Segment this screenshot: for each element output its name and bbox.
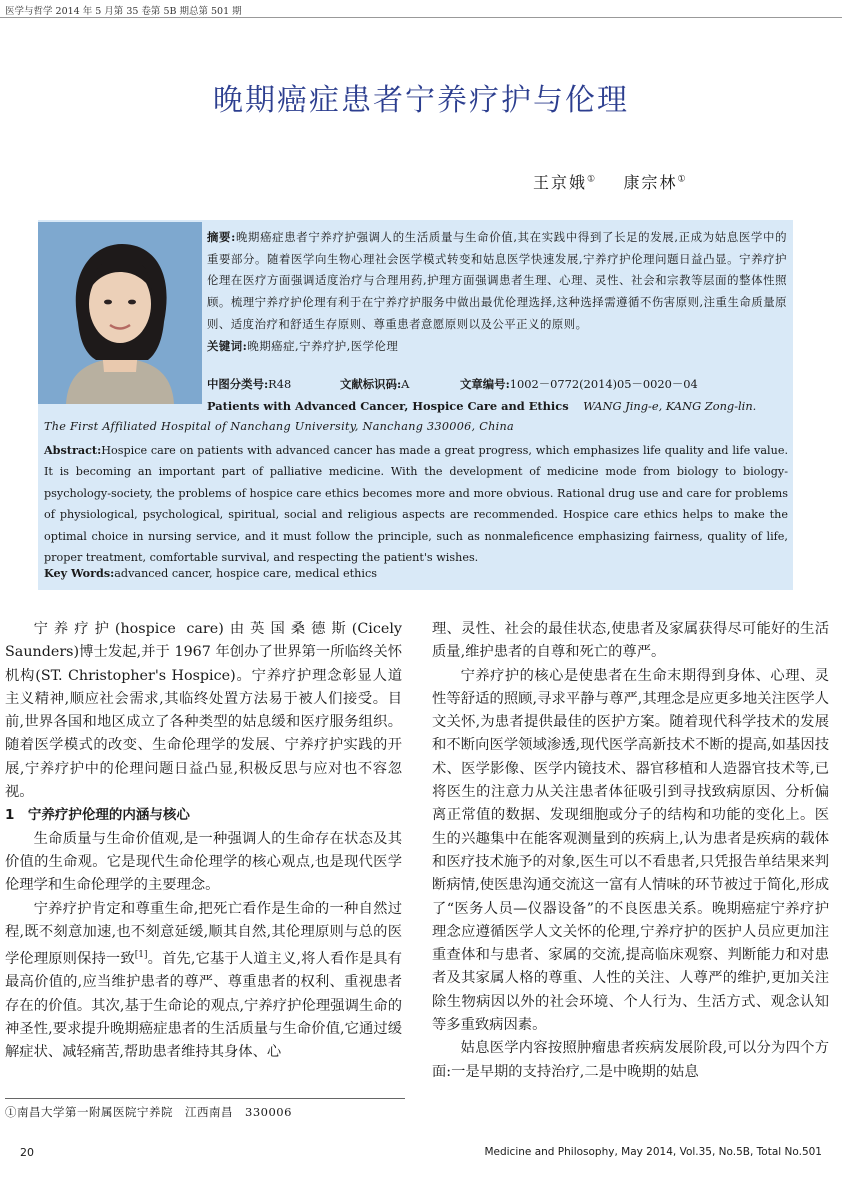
body-paragraph: 姑息医学内容按照肿瘤患者疾病发展阶段,可以分为四个方面:一是早期的支持治疗,二是中晚期的姑息 <box>432 1040 829 1080</box>
author-line <box>533 170 686 193</box>
body-paragraph: 理、灵性、社会的最佳状态,使患者及家属获得尽可能好的生活质量,维护患者的自尊和死亡的尊严。 <box>432 621 829 661</box>
english-title-line <box>207 399 787 413</box>
article-title: 晚期癌症患者宁养疗护与伦理 <box>213 83 629 118</box>
document-code: 文献标识码:A <box>340 377 410 391</box>
english-abstract <box>44 440 788 568</box>
journal-footer: Medicine and Philosophy, May 2014, Vol.35, No.5B, Total No.501 <box>484 1146 822 1158</box>
author-name: 康宗林 <box>623 173 678 192</box>
keywords-text: 晚期癌症,宁养疗护,医学伦理 <box>247 338 399 353</box>
section-heading: 1 宁养疗护伦理的内涵与核心 <box>5 807 190 824</box>
author-name: 王京娥 <box>533 173 588 192</box>
english-title: Patients with Advanced Cancer, Hospice Care and Ethics <box>207 399 569 413</box>
chinese-abstract <box>207 227 787 357</box>
page-number: 20 <box>20 1146 34 1159</box>
footnote: ①南昌大学第一附属医院宁养院 江西南昌 330006 <box>5 1105 292 1119</box>
english-abstract-label: Abstract: <box>44 443 102 457</box>
english-keywords-label: Key Words: <box>44 566 115 580</box>
body-paragraph: 宁养疗护的核心是使患者在生命末期得到身体、心理、灵性等舒适的照顾,寻求平静与尊严,其理念是应更多地关注医学人文关怀,为患者提供最佳的医护方案。随着现代科学技术的发展和不断向医学领域渗透,现代医学高新技术不断的提高,如基因技术、医学影像、医学内镜技术、器官移植和人造器官技术等,已将医生的注意力从关注患者体征吸引到寻找致病原因、分析偏离正常值的数据、发现细胞或分子的结构和功能的变化上。医生的兴趣集中在能客观测量到的疾病上,认为患者是疾病的载体和医疗技术施予的对象,医生可以不看患者,只凭报告单结果来判断病情,使医患沟通交流这一富有人情味的环节被过于简化,形成了“医务人员—仪器设备”的不良医患关系。晚期癌症宁养疗护理念应遵循医学人文关怀的伦理,宁养疗护的医护人员应更加注重查体和与患者、家属的交流,提高临床观察、判断能力和对患者及其家属人格的尊重、人性的关注、人尊严的维护,更加关注除生物病因以外的社会环境、个人行为、生活方式、观念认知等多重致病因素。 <box>432 667 829 1034</box>
english-affiliation: The First Affiliated Hospital of Nanchang University, Nanchang 330006, China <box>44 420 514 433</box>
body-left-column <box>5 618 402 1064</box>
keywords-label: 关键词: <box>207 338 248 353</box>
body-paragraph: 宁养疗护肯定和尊重生命,把死亡看作是生命的一种自然过程,既不刻意加速,也不刻意延缓,顺其自然,其伦理原则与总的医学伦理原则保持一致[1]。首先,它基于人道主义,将人看作是具有最高价值的,应当维护患者的尊严、尊重患者的权利、重视患者存在的价值。其次,基于生命论的观点,宁养疗护伦理强调生命的神圣性,要求提升晚期癌症患者的生活质量与生命价值,它通过缓解症状、减轻痛苦,帮助患者维持其身体、心 <box>5 900 402 1061</box>
clc-number: 中图分类号:R48 <box>207 377 292 391</box>
body-right-column <box>432 618 829 1084</box>
english-keywords-text: advanced cancer, hospice care, medical ethics <box>114 567 377 580</box>
english-keywords <box>44 566 377 580</box>
body-paragraph: 宁养疗护(hospice care)由英国桑德斯(Cicely Saunders)博士发起,并于 1967 年创办了世界第一所临终关怀机构(ST. Christopher's Hospice)。宁养疗护理念彰显人道主义精神,顺应社会需求,其临终处置方法易于被人们接受。目前,世界各国和地区成立了各种类型的姑息缓和医疗服务组织。随着医学模式的改变、生命伦理学的发展、宁养疗护实践的开展,宁养疗护中的伦理问题日益凸显,积极反思与应对也不容忽视。 <box>5 621 402 801</box>
english-abstract-text: Hospice care on patients with advanced cancer has made a great progress, which emphasizes life quality and life value. It is becoming an important part of palliative medicine. With the development of medicine mode from biology to biology-psychology-society, the problems of hospice care ethics becomes more and more obvious. Rational drug use and care for problems of physiological, psychological, spiritual, social and religious aspects are recommended. Hospice care ethics helps to make the optimal choice in nursing service, and it must follow the principle, such as nonmaleficence emphasizing fairness, quality of life, proper treatment, comfortable survival, and respecting the patient's wishes. <box>44 444 788 565</box>
author-mark: ① <box>587 174 596 185</box>
english-authors: WANG Jing-e, KANG Zong-lin. <box>583 399 757 413</box>
body-paragraph: 生命质量与生命价值观,是一种强调人的生命存在状态及其价值的生命观。它是现代生命伦理学的核心观点,也是现代医学伦理学和生命伦理学的主要理念。 <box>5 830 402 894</box>
author-portrait-icon <box>38 222 202 404</box>
citation-ref: [1] <box>134 950 148 961</box>
abstract-label: 摘要: <box>207 230 236 244</box>
author-mark: ① <box>677 174 686 185</box>
footnote-rule <box>5 1098 405 1099</box>
abstract-text: 晚期癌症患者宁养疗护强调人的生活质量与生命价值,其在实践中得到了长足的发展,正成为姑息医学中的重要部分。随着医学向生物心理社会医学模式转变和姑息医学快速发展,宁养疗护伦理问题日益凸显。宁养疗护伦理在医疗方面强调适度治疗与合理用药,护理方面强调患者生理、心理、灵性、社会和宗教等层面的整体性照顾。梳理宁养疗护伦理有利于在宁养疗护服务中做出最优伦理选择,这种选择需遵循不伤害原则,注重生命质量原则、适度治疗和舒适生存原则、尊重患者意愿原则以及公平正义的原则。 <box>207 230 787 331</box>
header-rule <box>0 17 842 18</box>
article-number: 文章编号:1002－0772(2014)05－0020－04 <box>460 377 698 391</box>
journal-header: 医学与哲学 2014 年 5 月第 35 卷第 5B 期总第 501 期 <box>5 6 242 17</box>
author-photo <box>38 222 202 404</box>
